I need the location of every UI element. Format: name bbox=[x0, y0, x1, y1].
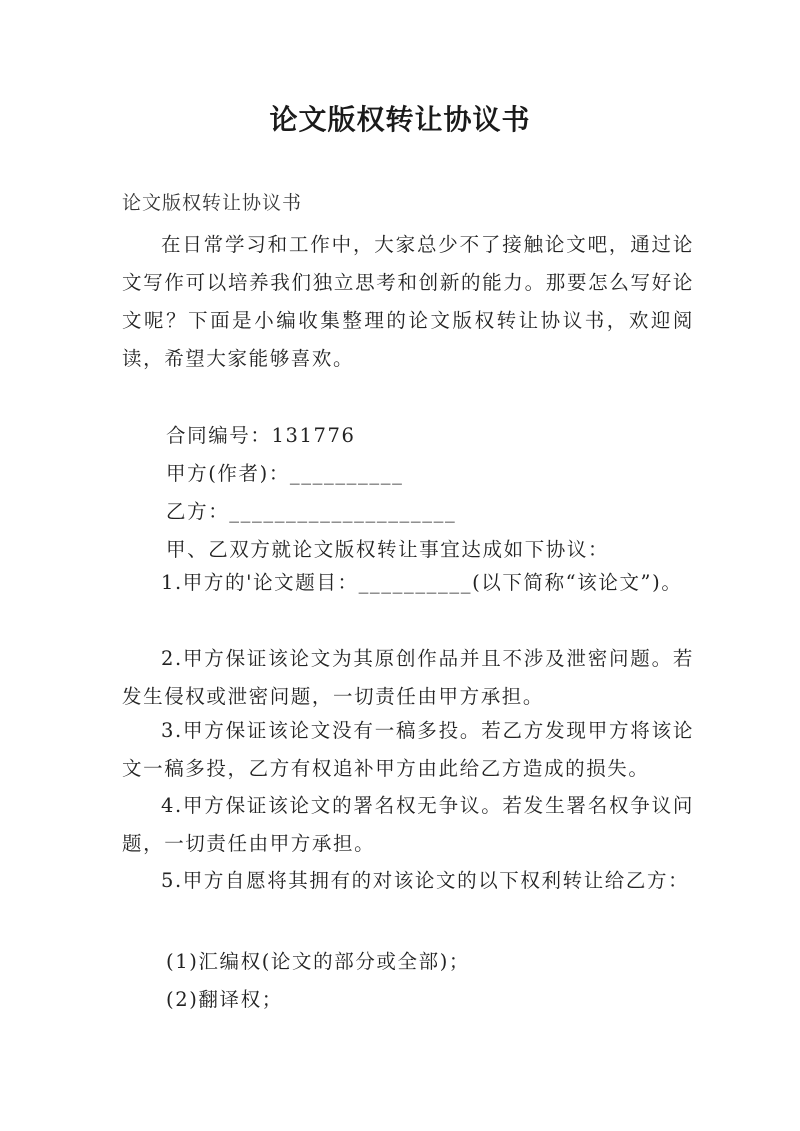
clause-4: 4.甲方保证该论文的署名权无争议。若发生署名权争议问题，一切责任由甲方承担。 bbox=[122, 794, 694, 855]
right-item-1: (1)汇编权(论文的部分或全部)； bbox=[166, 950, 471, 973]
clause-2: 2.甲方保证该论文为其原创作品并且不涉及泄密问题。若发生侵权或泄密问题，一切责任由甲方承担。 bbox=[122, 647, 694, 708]
party-b-line: 乙方：____________________ bbox=[166, 500, 457, 523]
intro-paragraph: 在日常学习和工作中，大家总少不了接触论文吧，通过论文写作可以培养我们独立思考和创新的能力。那要怎么写好论文呢？下面是小编收集整理的论文版权转让协议书，欢迎阅读，希望大家能够喜欢。 bbox=[122, 233, 694, 370]
document-subtitle: 论文版权转让协议书 bbox=[122, 192, 303, 214]
clause-5: 5.甲方自愿将其拥有的对该论文的以下权利转让给乙方： bbox=[161, 869, 690, 892]
right-item-2: (2)翻译权； bbox=[166, 988, 283, 1011]
clause-1: 1.甲方的'论文题目：__________(以下简称“该论文”)。 bbox=[161, 571, 683, 594]
agreement-intro: 甲、乙双方就论文版权转让事宜达成如下协议： bbox=[166, 538, 610, 561]
page-title: 论文版权转让协议书 bbox=[269, 103, 531, 136]
party-a-line: 甲方(作者)：__________ bbox=[166, 462, 404, 485]
clause-3: 3.甲方保证该论文没有一稿多投。若乙方发现甲方将该论文一稿多投，乙方有权追补甲方由此给乙方造成的损失。 bbox=[122, 719, 694, 780]
contract-number: 合同编号：131776 bbox=[166, 424, 356, 447]
